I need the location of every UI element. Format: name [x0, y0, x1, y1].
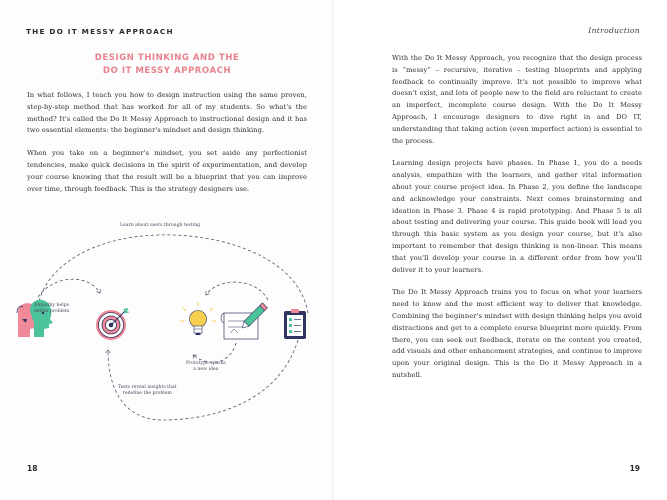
- top-cycle-arrow: [38, 235, 308, 313]
- label-tests-line-1: Tests reveal insights that: [118, 385, 177, 390]
- label-tests-line-2: redefine the problem: [122, 390, 172, 396]
- label-empathy-line-1: Empathy helps: [34, 303, 69, 308]
- iterate-arrow: [206, 282, 268, 300]
- section-title: [26, 52, 308, 78]
- left-body-text: [27, 90, 307, 206]
- paragraph: Learning design projects have phases. In Phase 1, you do a needs analysis, empathize with the learners, and gather vital information about your course project idea. In Phase 2, you define the landscape and acknowledge your constraints. Next comes brainstorming and ideation in Phase 3. Phase 4 is rapid prototyping. And Phase 5 is all about testing and delivering your course. This guide book will lead you through this basic system as you design your course, but it's also important to remember that design thinking is non-linear. This means that you'll develop your course in a different order from how you'll deliver it to your learners.: [392, 159, 642, 274]
- label-prototype-line-2: a new idea: [193, 366, 219, 372]
- label-empathy: [34, 303, 69, 314]
- label-learn-about-users: Learn about users through testing: [120, 223, 201, 228]
- empathy-arrow: [38, 279, 100, 297]
- left-page: [0, 0, 333, 500]
- label-empathy-line-2: define problem: [34, 308, 70, 314]
- paragraph: The Do It Messy Approach trains you to focus on what your learners need to know and the most efficient way to deliver that knowledge. Combining the beginner's mindset with design thinking helps you avoid distractions and get to a complete course blueprint more quickly. From there, you can seek out feedback, iterate on the content you created, add visuals and other enhancement strategies, and continue to improve upon your original design. This is the Do it Messy Approach in a nutshell.: [392, 288, 642, 379]
- page-number-left: 18: [27, 464, 38, 473]
- running-head: THE DO IT MESSY APPROACH: [26, 27, 174, 36]
- paragraph: When you take on a beginner's mindset, you set aside any perfectionist tendencies, make quick decisions in the spirit of experimentation, and develop your course knowing that the result will be a blueprint that you can improve over time, through feedback. This is the strategy designers use.: [27, 149, 307, 193]
- clipboard-icon: [284, 309, 306, 339]
- blueprint-pencil-icon: [221, 303, 267, 339]
- section-title-line-1: DESIGN THINKING AND THE: [94, 53, 240, 63]
- target-icon: [96, 308, 129, 340]
- page-number-right: 19: [629, 464, 640, 473]
- label-prototype-line-1: Prototype sparks: [186, 361, 226, 366]
- paragraph: In what follows, I teach you how to design instruction using the same proven, step-by-step method that has worked for all of my students. So what's the method? It's called the Do It Messy Approach to instructional design and it has two essential elements: the beginner's mindset and design thinking.: [27, 91, 307, 135]
- running-head: Introduction: [588, 26, 640, 35]
- lightbulb-icon: [180, 302, 216, 335]
- design-thinking-diagram: [8, 215, 326, 445]
- label-prototype: [186, 361, 226, 372]
- section-title-line-2: DO IT MESSY APPROACH: [102, 66, 232, 76]
- label-tests: [118, 385, 177, 396]
- paragraph: With the Do It Messy Approach, you recognize that the design process is “messy” – recursive, iterative – testing blueprints and applying feedback to continually improve. It's not possible to improve what doesn't exist, and lots of people new to the field are reluctant to create an imperfect, incomplete course design. With the Do It Messy Approach, I encourage designers to dive right in and DO IT, understanding that taking action (even imperfect action) is essential to the process.: [392, 54, 642, 145]
- tests-arrow: [108, 340, 298, 420]
- right-body-text: [392, 53, 642, 393]
- prototype-arrow: [193, 343, 236, 362]
